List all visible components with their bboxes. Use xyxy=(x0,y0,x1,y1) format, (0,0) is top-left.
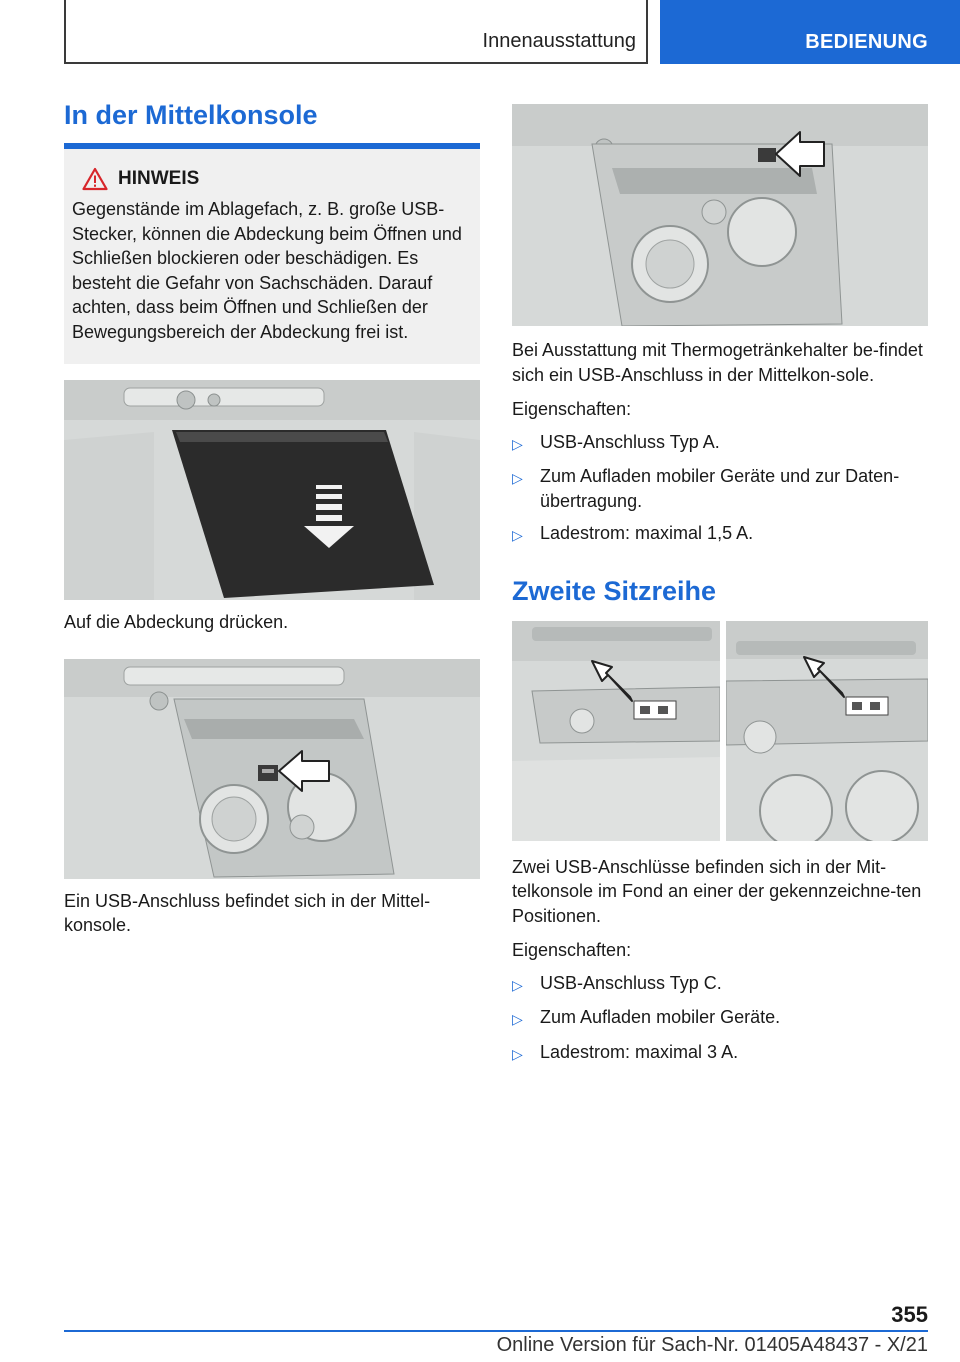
triangle-right-icon: ▷ xyxy=(512,527,523,543)
header-section-title: BEDIENUNG xyxy=(805,31,928,53)
caption-cover: Auf die Abdeckung drücken. xyxy=(64,612,289,632)
illustration-rear-left xyxy=(512,621,720,841)
illustration-thermo-usb xyxy=(512,104,928,326)
triangle-right-icon: ▷ xyxy=(512,1045,523,1062)
props-label-2: Eigenschaften: xyxy=(512,940,632,960)
triangle-right-icon: ▷ xyxy=(512,470,523,486)
illustration-rear-pair xyxy=(512,621,928,841)
warning-triangle-icon xyxy=(82,167,108,191)
notice-text: Gegenstände im Ablagefach, z. B. große USB-Stecker, können die Abdeckung beim Öffnen und Schließen blockieren oder beschädigen. Es besteht die Gefahr von Sachschäden. Darauf achten, dass beim Öffnen und Schließen der Bewegungsbereich der Abdeckung frei ist. xyxy=(72,199,462,342)
list-item: ▷ Zum Aufladen mobiler Geräte. xyxy=(512,1005,928,1032)
illustration-console-usb xyxy=(64,659,480,879)
list-item: ▷ Zum Aufladen mobiler Geräte und zur Daten-übertragung. xyxy=(512,464,928,513)
list-item: ▷ Ladestrom: maximal 1,5 A. xyxy=(512,521,928,548)
section-heading-zweite-sitzreihe: Zweite Sitzreihe xyxy=(512,575,717,606)
header-chapter-title: Innenausstattung xyxy=(482,30,636,52)
notice-header xyxy=(82,167,472,191)
left-column xyxy=(64,100,480,938)
notice-box xyxy=(64,149,480,364)
page-number: 355 xyxy=(891,1302,928,1327)
props-list-2 xyxy=(512,971,928,1067)
list-item: ▷ Ladestrom: maximal 3 A. xyxy=(512,1040,928,1067)
props-label-1: Eigenschaften: xyxy=(512,399,632,419)
caption-rear-usb: Zwei USB-Anschlüsse befinden sich in der Mit-telkonsole im Fond an einer der gekennzeichne-ten Positionen. xyxy=(512,856,922,926)
notice-label: HINWEIS xyxy=(118,168,200,189)
footer-text: Online Version für Sach-Nr. 01405A48437 - X/21 xyxy=(496,1334,928,1356)
footer-rule xyxy=(64,1330,928,1332)
triangle-right-icon: ▷ xyxy=(512,435,523,452)
caption-console-usb: Ein USB-Anschluss befindet sich in der Mittel-konsole. xyxy=(64,890,431,935)
section-heading-mittelkonsole: In der Mittelkonsole xyxy=(64,100,318,130)
illustration-cover xyxy=(64,380,480,600)
props-list-1 xyxy=(512,430,928,548)
triangle-right-icon: ▷ xyxy=(512,976,523,993)
list-item: ▷ USB-Anschluss Typ C. xyxy=(512,971,928,998)
triangle-right-icon: ▷ xyxy=(512,1011,523,1027)
caption-thermo-usb: Bei Ausstattung mit Thermogetränkehalter be-findet sich ein USB-Anschluss in der Mittelkon-sole. xyxy=(512,340,923,385)
list-item: ▷ USB-Anschluss Typ A. xyxy=(512,430,928,457)
right-column xyxy=(512,104,928,1066)
illustration-rear-right xyxy=(726,621,928,841)
